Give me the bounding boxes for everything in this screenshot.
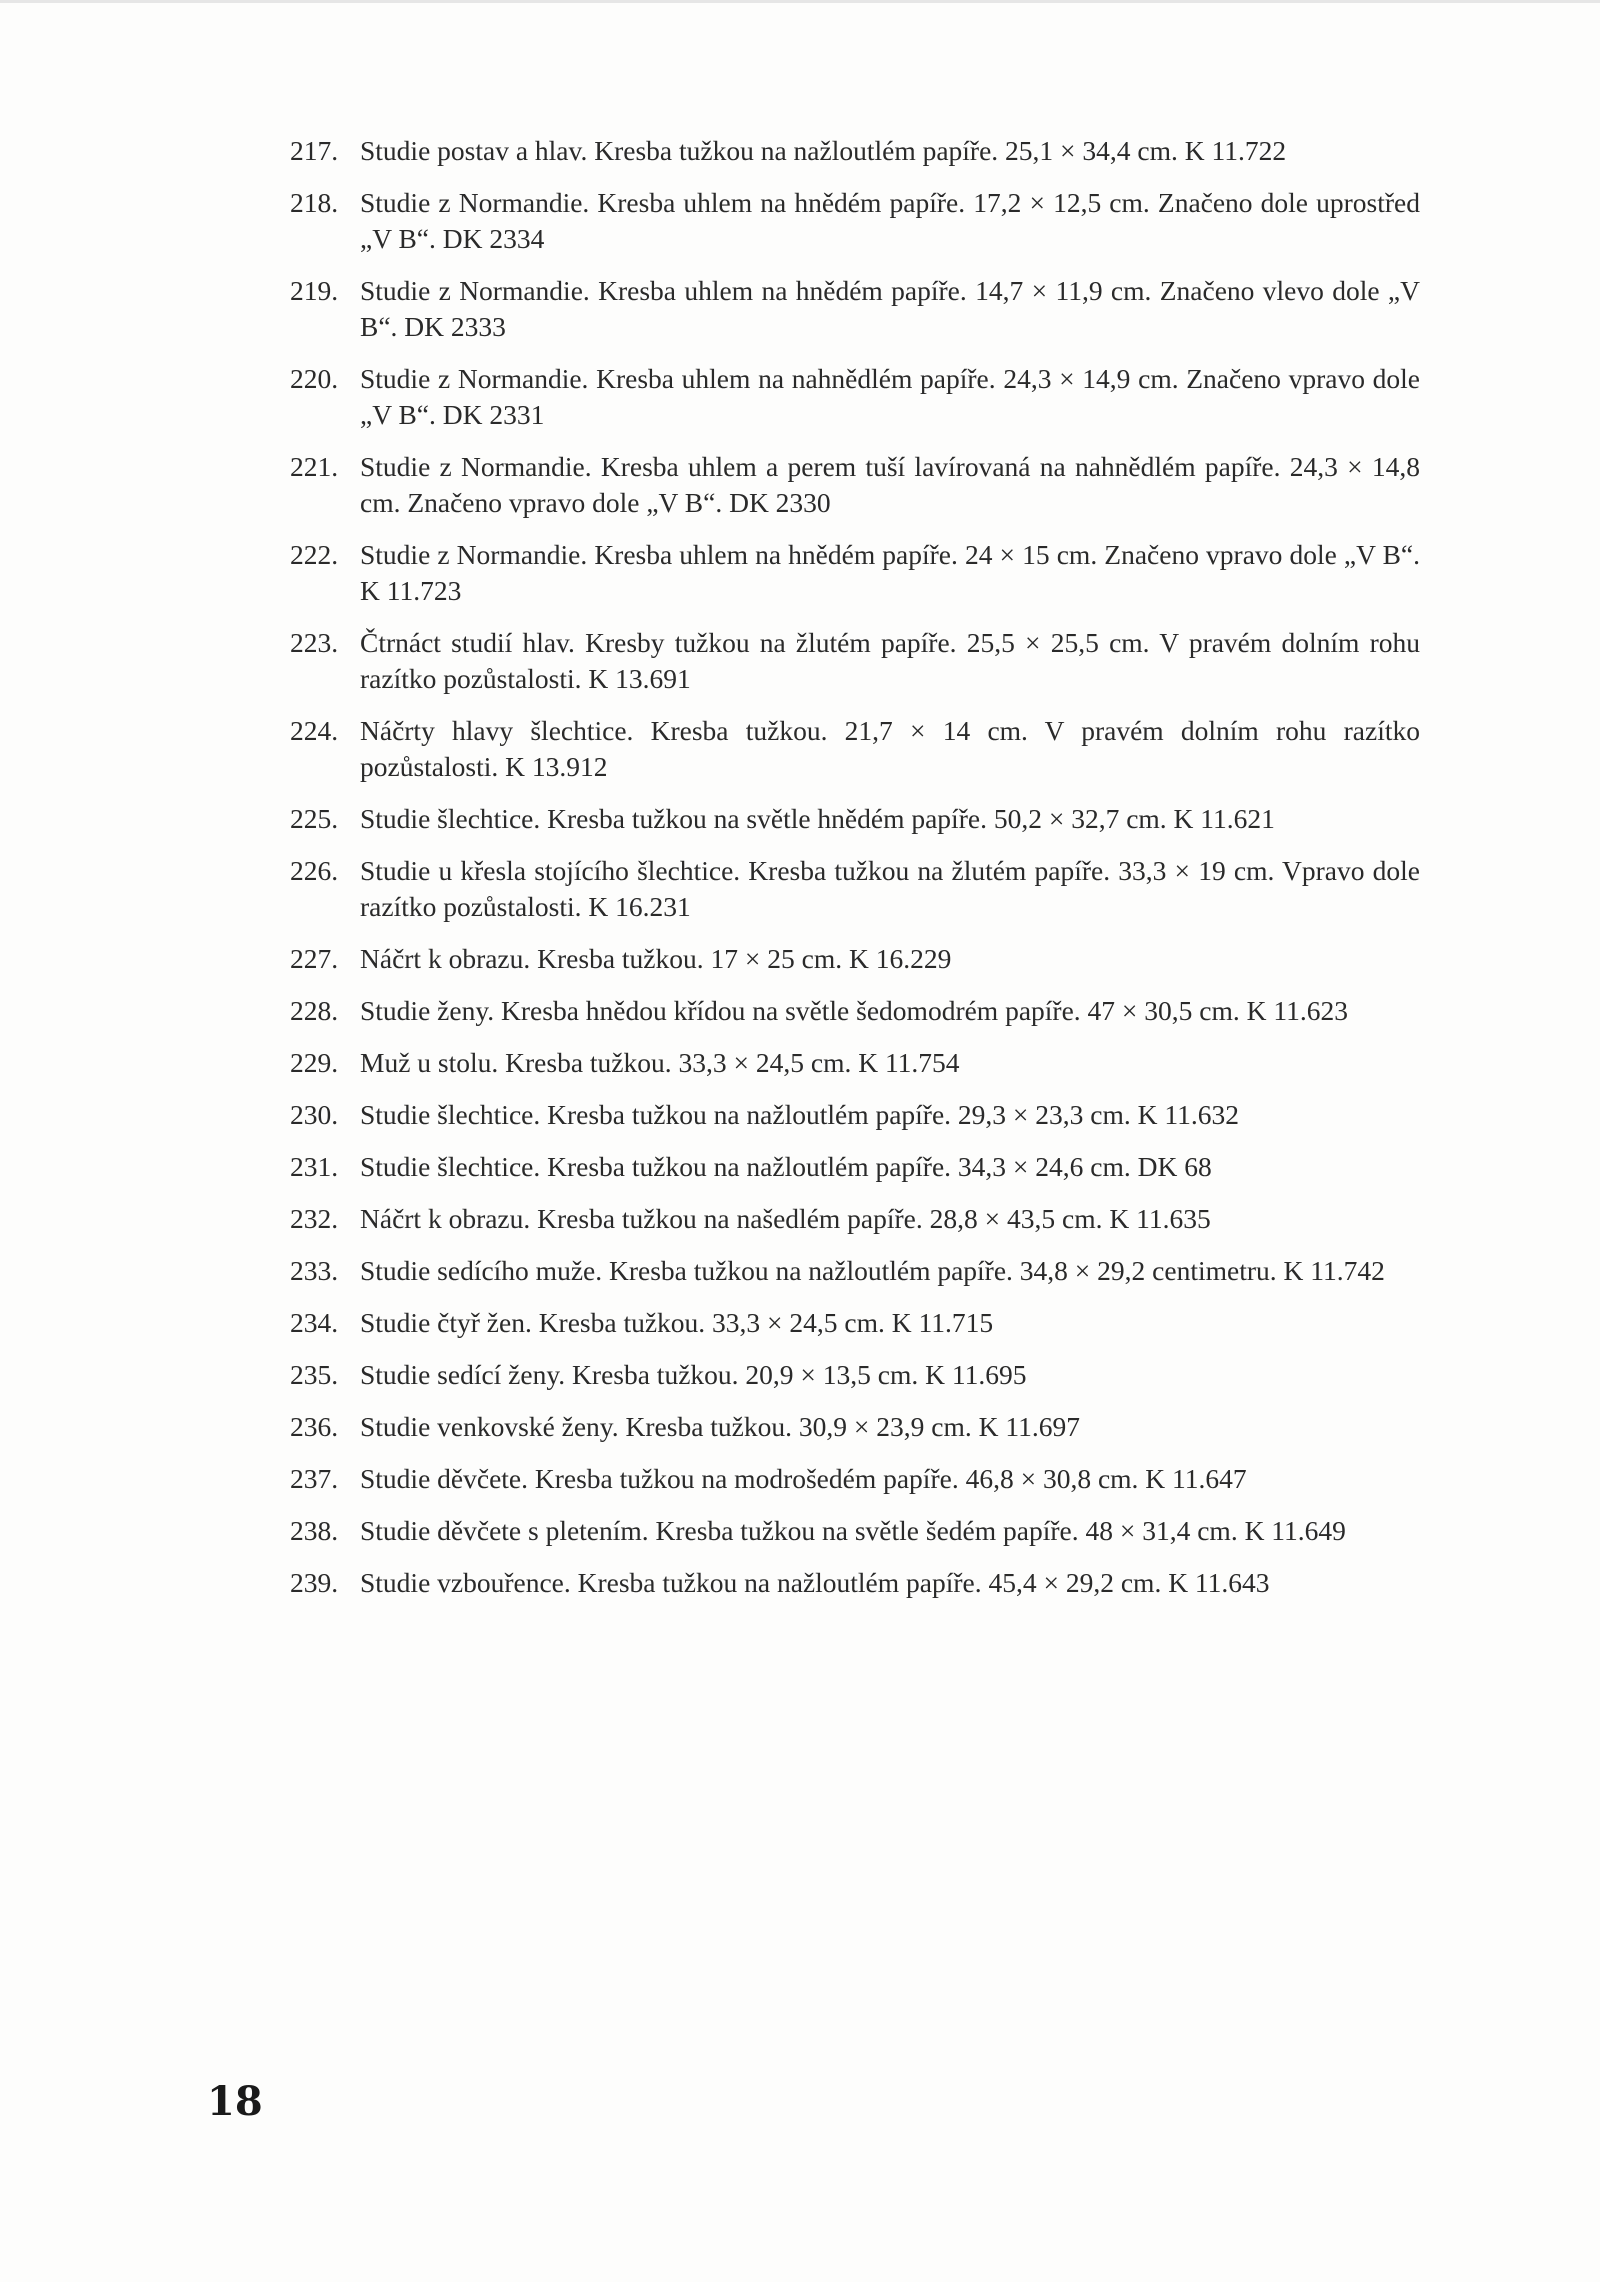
entry-text: Studie sedící ženy. Kresba tužkou. 20,9 × 13,5 cm. K 11.695 [360,1359,1027,1390]
entry-number: 230. [290,1099,339,1130]
entry-number: 239. [290,1567,339,1598]
entry-text: Studie venkovské ženy. Kresba tužkou. 30,9 × 23,9 cm. K 11.697 [360,1411,1080,1442]
catalog-entry-232 [290,1201,1420,1237]
catalog-entry-230 [290,1097,1420,1133]
entry-number: 223. [290,627,339,658]
catalog-entry-224 [290,713,1420,785]
entry-number: 228. [290,995,339,1026]
entry-text: Studie děvčete. Kresba tužkou na modrošedém papíře. 46,8 × 30,8 cm. K 11.647 [360,1463,1247,1494]
catalog-entry-235 [290,1357,1420,1393]
catalog-entry-239 [290,1565,1420,1601]
entry-text: Studie šlechtice. Kresba tužkou na nažloutlém papíře. 29,3 × 23,3 cm. K 11.632 [360,1099,1239,1130]
entry-number: 222. [290,539,339,570]
entry-text: Náčrt k obrazu. Kresba tužkou na našedlém papíře. 28,8 × 43,5 cm. K 11.635 [360,1203,1211,1234]
entry-number: 226. [290,855,339,886]
catalog-entry-228 [290,993,1420,1029]
entry-number: 220. [290,363,339,394]
catalog-entry-236 [290,1409,1420,1445]
page-top-edge [0,0,1600,3]
entry-number: 231. [290,1151,339,1182]
entry-number: 218. [290,187,339,218]
entry-text: Studie vzbouřence. Kresba tužkou na nažloutlém papíře. 45,4 × 29,2 cm. K 11.643 [360,1567,1270,1598]
catalog-entry-223 [290,625,1420,697]
catalog-entry-222 [290,537,1420,609]
entry-text: Studie ženy. Kresba hnědou křídou na světle šedomodrém papíře. 47 × 30,5 cm. K 11.623 [360,995,1348,1026]
page-number: 18 [207,2078,263,2125]
entry-number: 225. [290,803,339,834]
entry-text: Studie sedícího muže. Kresba tužkou na nažloutlém papíře. 34,8 × 29,2 centimetru. K 11.742 [360,1255,1385,1286]
entry-text: Studie z Normandie. Kresba uhlem na hnědém papíře. 14,7 × 11,9 cm. Značeno vlevo dole „V B“. DK 2333 [360,275,1420,342]
catalog-entry-221 [290,449,1420,521]
catalog-entry-226 [290,853,1420,925]
catalog-entry-218 [290,185,1420,257]
entry-number: 235. [290,1359,339,1390]
entry-number: 229. [290,1047,339,1078]
catalog-entry-217 [290,133,1420,169]
entry-text: Studie postav a hlav. Kresba tužkou na nažloutlém papíře. 25,1 × 34,4 cm. K 11.722 [360,135,1287,166]
catalog-entry-227 [290,941,1420,977]
entry-number: 234. [290,1307,339,1338]
catalog-entry-233 [290,1253,1420,1289]
catalog-entry-229 [290,1045,1420,1081]
entry-text: Studie z Normandie. Kresba uhlem a perem tuší lavírovaná na nahnědlém papíře. 24,3 × 14,8 cm. Značeno vpravo dole „V B“. DK 2330 [360,451,1420,518]
entry-text: Náčrt k obrazu. Kresba tužkou. 17 × 25 cm. K 16.229 [360,943,952,974]
entry-text: Studie šlechtice. Kresba tužkou na světle hnědém papíře. 50,2 × 32,7 cm. K 11.621 [360,803,1275,834]
entry-number: 224. [290,715,339,746]
entry-text: Studie čtyř žen. Kresba tužkou. 33,3 × 24,5 cm. K 11.715 [360,1307,994,1338]
entry-number: 238. [290,1515,339,1546]
entry-text: Studie z Normandie. Kresba uhlem na nahnědlém papíře. 24,3 × 14,9 cm. Značeno vpravo dole „V B“. DK 2331 [360,363,1420,430]
entry-number: 227. [290,943,339,974]
entry-text: Čtrnáct studií hlav. Kresby tužkou na žlutém papíře. 25,5 × 25,5 cm. V pravém dolním rohu razítko pozůstalosti. K 13.691 [360,627,1420,694]
catalog-list [290,133,1420,1617]
entry-text: Studie děvčete s pletením. Kresba tužkou na světle šedém papíře. 48 × 31,4 cm. K 11.649 [360,1515,1346,1546]
entry-number: 233. [290,1255,339,1286]
catalog-entry-238 [290,1513,1420,1549]
entry-text: Muž u stolu. Kresba tužkou. 33,3 × 24,5 cm. K 11.754 [360,1047,960,1078]
catalog-entry-237 [290,1461,1420,1497]
entry-number: 237. [290,1463,339,1494]
entry-text: Náčrty hlavy šlechtice. Kresba tužkou. 21,7 × 14 cm. V pravém dolním rohu razítko pozůstalosti. K 13.912 [360,715,1420,782]
catalog-entry-234 [290,1305,1420,1341]
entry-number: 236. [290,1411,339,1442]
catalog-entry-219 [290,273,1420,345]
entry-number: 232. [290,1203,339,1234]
entry-text: Studie u křesla stojícího šlechtice. Kresba tužkou na žlutém papíře. 33,3 × 19 cm. Vpravo dole razítko pozůstalosti. K 16.231 [360,855,1420,922]
entry-text: Studie z Normandie. Kresba uhlem na hnědém papíře. 17,2 × 12,5 cm. Značeno dole uprostřed „V B“. DK 2334 [360,187,1420,254]
entry-text: Studie šlechtice. Kresba tužkou na nažloutlém papíře. 34,3 × 24,6 cm. DK 68 [360,1151,1212,1182]
entry-number: 217. [290,135,339,166]
entry-number: 219. [290,275,339,306]
entry-text: Studie z Normandie. Kresba uhlem na hnědém papíře. 24 × 15 cm. Značeno vpravo dole „V B“. K 11.723 [360,539,1420,606]
catalog-entry-220 [290,361,1420,433]
catalog-entry-231 [290,1149,1420,1185]
entry-number: 221. [290,451,339,482]
catalog-entry-225 [290,801,1420,837]
